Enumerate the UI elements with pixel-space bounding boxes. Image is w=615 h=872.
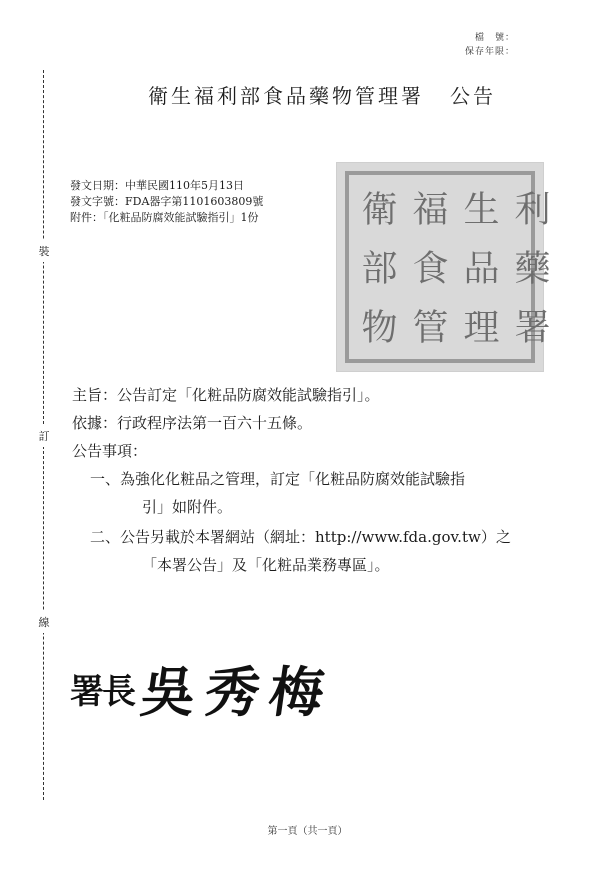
issue-date: 發文日期：中華民國110年5月13日 (70, 179, 244, 192)
seal-char: 品 (458, 248, 499, 285)
binding-mark-line: 線 (37, 611, 51, 633)
notice-item-2-line-1: 二、公告另載於本署網站（網址：http://www.fda.gov.tw）之 (90, 528, 511, 546)
document-type: 公告 (450, 84, 496, 108)
seal-char: 衛 (356, 190, 397, 227)
document-title (148, 80, 496, 109)
seal-char: 物 (356, 307, 397, 344)
document-number: 發文字號：FDA器字第1101603809號 (70, 195, 264, 208)
notice-item-1-line-2: 引」如附件。 (142, 498, 233, 516)
attachment: 附件：「化粧品防腐效能試驗指引」1份 (70, 211, 259, 224)
seal-char: 部 (356, 248, 397, 285)
seal-char: 利 (509, 190, 550, 227)
seal-char: 生 (458, 190, 499, 227)
notice-item-1 (72, 468, 572, 518)
notice-body (72, 384, 572, 584)
notice-item-2-line-2: 「本署公告」及「化粧品業務專區」。 (142, 556, 390, 574)
signatory-name: 吳秀梅 (137, 659, 339, 724)
items-header: 公告事項： (72, 442, 148, 460)
seal-char: 管 (407, 307, 448, 344)
notice-item-2 (72, 526, 572, 576)
seal-char: 署 (509, 307, 550, 344)
seal-char: 食 (407, 248, 448, 285)
file-number-label: 檔 號： (474, 33, 515, 43)
seal-char: 理 (458, 307, 499, 344)
notice-item-1-line-1: 一、為強化化粧品之管理，訂定「化粧品防腐效能試驗指 (90, 470, 466, 488)
seal-characters (351, 179, 550, 355)
signature (70, 648, 339, 728)
retention-period-label: 保存年限： (464, 47, 515, 57)
seal-char: 藥 (509, 248, 550, 285)
agency-name: 衛生福利部食品藥物管理署 (148, 84, 424, 108)
binding-mark-staple: 訂 (37, 425, 51, 447)
legal-basis: 依據：行政程序法第一百六十五條。 (72, 414, 313, 432)
signatory-title: 署長 (70, 671, 134, 712)
seal-char: 福 (407, 190, 448, 227)
official-seal (336, 162, 550, 372)
subject: 主旨：公告訂定「化粧品防腐效能試驗指引」。 (72, 386, 380, 404)
binding-mark-bind: 裝 (37, 240, 51, 262)
document-meta (70, 178, 263, 226)
page-number: 第一頁（共一頁） (267, 826, 348, 837)
